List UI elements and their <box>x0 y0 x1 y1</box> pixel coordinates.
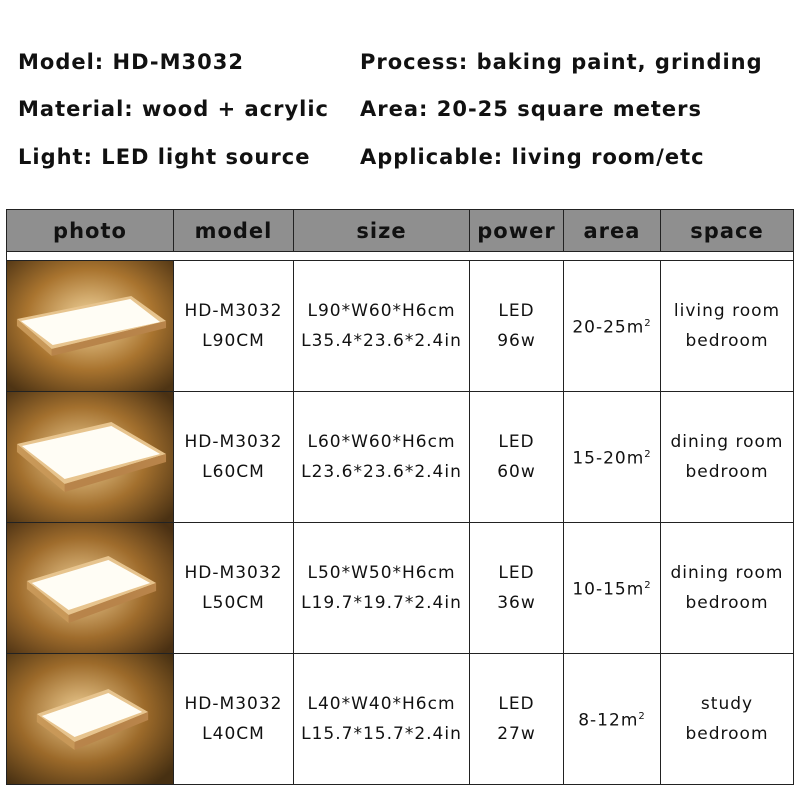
area-unit-sup: 2 <box>644 318 652 330</box>
table-row <box>7 261 794 392</box>
area-value: 10-15m <box>572 579 645 600</box>
ceiling-lamp-image <box>7 261 173 391</box>
size-imperial: L23.6*23.6*2.4in <box>301 462 462 482</box>
header-area: area <box>564 210 661 252</box>
space-primary: study <box>700 694 754 714</box>
space-secondary: bedroom <box>685 462 769 482</box>
space-primary: living room <box>673 301 781 321</box>
size-imperial: L35.4*23.6*2.4in <box>301 331 462 351</box>
ceiling-lamp-image <box>7 392 173 522</box>
model-size: L90CM <box>202 331 265 351</box>
size-metric: L50*W50*H6cm <box>307 563 456 583</box>
size-metric: L90*W60*H6cm <box>307 301 456 321</box>
space-primary: dining room <box>670 563 784 583</box>
area-unit-sup: 2 <box>644 449 652 461</box>
power-watts: 36w <box>497 593 536 613</box>
header-space: space <box>661 210 794 252</box>
header-photo: photo <box>7 210 174 252</box>
area-unit-sup: 2 <box>638 711 646 723</box>
spec-light: Light: LED light source <box>18 145 311 169</box>
product-spec-table <box>6 209 794 785</box>
model-code: HD-M3032 <box>184 563 283 583</box>
area-value: 15-20m <box>572 448 645 469</box>
area-value: 20-25m <box>572 317 645 338</box>
ceiling-lamp-image <box>7 523 173 653</box>
spec-area: Area: 20-25 square meters <box>360 97 703 121</box>
space-secondary: bedroom <box>685 724 769 744</box>
lamp-photo-l60 <box>7 392 174 523</box>
space-secondary: bedroom <box>685 331 769 351</box>
power-watts: 60w <box>497 462 536 482</box>
model-code: HD-M3032 <box>184 432 283 452</box>
space-primary: dining room <box>670 432 784 452</box>
size-imperial: L15.7*15.7*2.4in <box>301 724 462 744</box>
power-watts: 27w <box>497 724 536 744</box>
size-metric: L60*W60*H6cm <box>307 432 456 452</box>
lamp-photo-l40 <box>7 654 174 785</box>
size-metric: L40*W40*H6cm <box>307 694 456 714</box>
model-size: L40CM <box>202 724 265 744</box>
area-value: 8-12m <box>578 710 639 731</box>
power-watts: 96w <box>497 331 536 351</box>
table-row <box>7 523 794 654</box>
spec-applicable: Applicable: living room/etc <box>360 145 705 169</box>
spec-model: Model: HD-M3032 <box>18 50 244 74</box>
model-size: L50CM <box>202 593 265 613</box>
header-model: model <box>174 210 294 252</box>
space-secondary: bedroom <box>685 593 769 613</box>
power-type: LED <box>498 563 535 583</box>
size-imperial: L19.7*19.7*2.4in <box>301 593 462 613</box>
table-header-row <box>7 210 794 252</box>
table-row <box>7 654 794 785</box>
model-code: HD-M3032 <box>184 694 283 714</box>
table-row <box>7 392 794 523</box>
model-code: HD-M3032 <box>184 301 283 321</box>
power-type: LED <box>498 694 535 714</box>
area-unit-sup: 2 <box>644 580 652 592</box>
power-type: LED <box>498 432 535 452</box>
ceiling-lamp-image <box>7 654 173 784</box>
lamp-photo-l90 <box>7 261 174 392</box>
power-type: LED <box>498 301 535 321</box>
model-size: L60CM <box>202 462 265 482</box>
spec-process: Process: baking paint, grinding <box>360 50 763 74</box>
spec-material: Material: wood + acrylic <box>18 97 329 121</box>
header-size: size <box>294 210 470 252</box>
header-power: power <box>470 210 564 252</box>
lamp-photo-l50 <box>7 523 174 654</box>
